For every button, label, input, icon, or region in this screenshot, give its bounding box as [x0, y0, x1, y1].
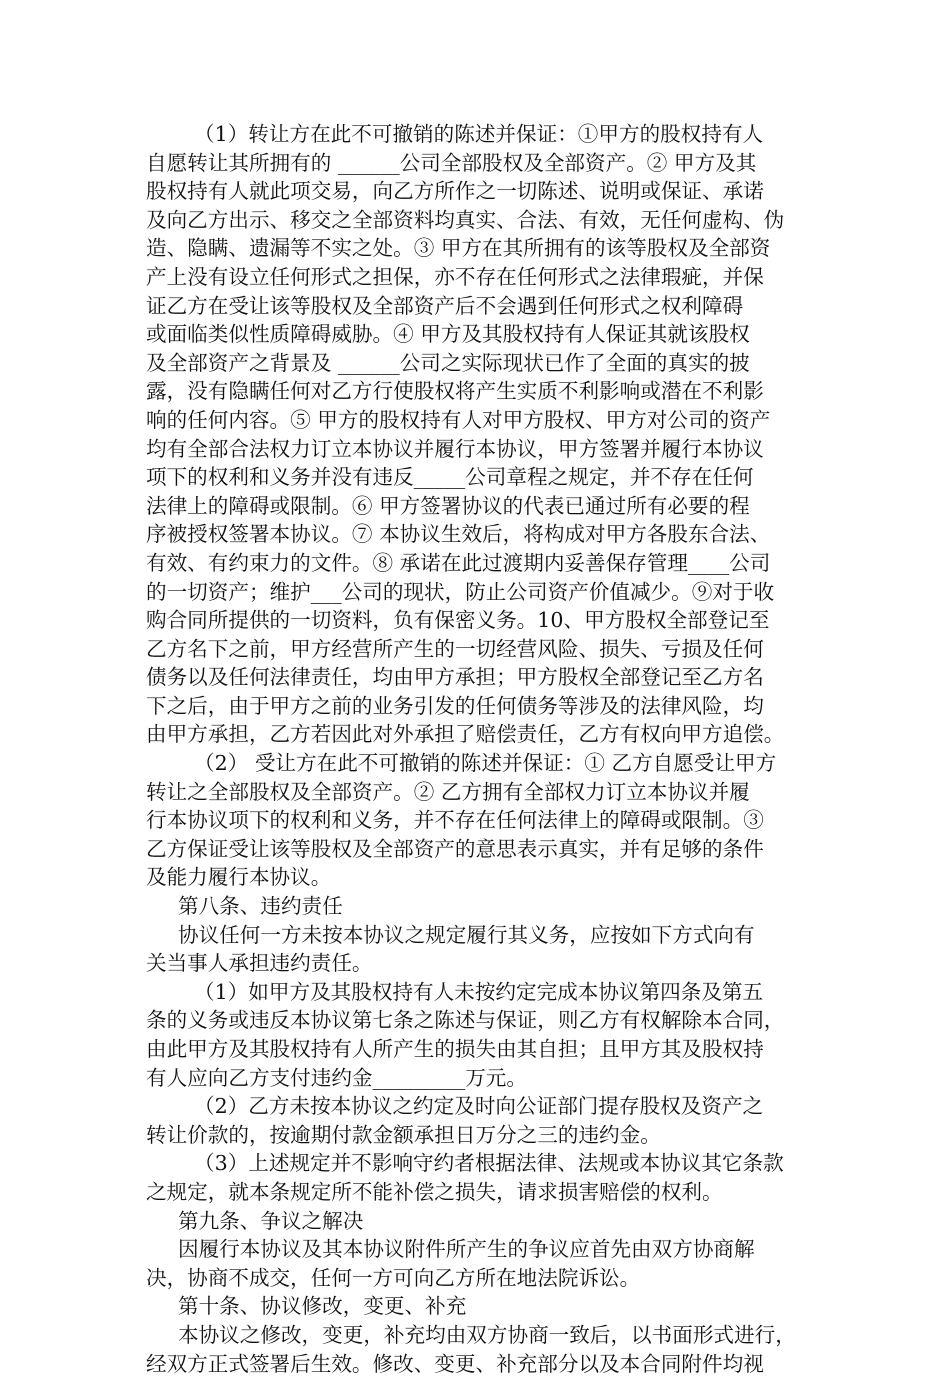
text-line: 响的任何内容。⑤ 甲方的股权持有人对甲方股权、甲方对公司的资产: [146, 407, 771, 432]
text-line: 乙方保证受让该等股权及全部资产的意思表示真实，并有足够的条件: [146, 836, 764, 861]
document-body: [146, 120, 818, 1378]
text-line: 序被授权签署本协议。⑦ 本协议生效后，将构成对甲方各股东合法、: [146, 522, 771, 547]
text-line: 造、隐瞒、遗漏等不实之处。③ 甲方在其所拥有的该等股权及全部资: [146, 236, 771, 261]
text-line: 经双方正式签署后生效。修改、变更、补充部分以及本合同附件均视: [146, 1351, 764, 1376]
text-line: 条的义务或违反本协议第七条之陈述与保证，则乙方有权解除本合同，: [146, 1008, 785, 1033]
text-line: 股权持有人就此项交易，向乙方所作之一切陈述、说明或保证、承诺: [146, 179, 764, 204]
text-line: 购合同所提供的一切资料，负有保密义务。10、甲方股权全部登记至: [146, 608, 770, 633]
text-line: 关当事人承担违约责任。: [146, 951, 373, 976]
text-line: （1）如甲方及其股权持有人未按约定完成本协议第四条及第五: [194, 979, 764, 1004]
text-line: 有人应向乙方支付违约金_________万元。: [146, 1065, 527, 1090]
text-line: 转让之全部股权及全部资产。② 乙方拥有全部权力订立本协议并履: [146, 779, 750, 804]
text-line: 第十条、协议修改，变更、补充: [178, 1294, 467, 1319]
text-line: 乙方名下之前，甲方经营所产生的一切经营风险、损失、亏损及任何: [146, 636, 764, 661]
text-line: 行本协议项下的权利和义务，并不存在任何法律上的障碍或限制。③: [146, 808, 764, 833]
text-line: （2）乙方未按本协议之约定及时向公证部门提存股权及资产之: [194, 1094, 764, 1119]
text-line: 证乙方在受让该等股权及全部资产后不会遇到任何形式之权利障碍: [146, 293, 744, 318]
text-line: 产上没有设立任何形式之担保，亦不存在任何形式之法律瑕疵，并保: [146, 264, 764, 289]
text-line: 债务以及任何法律责任，均由甲方承担；甲方股权全部登记至乙方名: [146, 665, 764, 690]
text-line: （2） 受让方在此不可撤销的陈述并保证：① 乙方自愿受让甲方: [194, 751, 777, 776]
text-line: 均有全部合法权力订立本协议并履行本协议，甲方签署并履行本协议: [146, 436, 764, 461]
text-line: 下之后，由于甲方之前的业务引发的任何债务等涉及的法律风险，均: [146, 693, 764, 718]
text-line: 及能力履行本协议。: [146, 865, 332, 890]
text-line: 转让价款的，按逾期付款金额承担日万分之三的违约金。: [146, 1122, 661, 1147]
text-line: 决，协商不成交，任何一方可向乙方所在地法院诉讼。: [146, 1265, 641, 1290]
text-line: 由甲方承担，乙方若因此对外承担了赔偿责任，乙方有权向甲方追偿。: [146, 722, 785, 747]
text-line: （1）转让方在此不可撤销的陈述并保证：①甲方的股权持有人: [194, 122, 764, 146]
text-line: 及向乙方出示、移交之全部资料均真实、合法、有效，无任何虚构、伪: [146, 207, 785, 232]
text-line: 自愿转让其所拥有的 ______公司全部股权及全部资产。② 甲方及其: [146, 150, 757, 175]
text-line: 本协议之修改，变更，补充均由双方协商一致后，以书面形式进行，: [178, 1322, 796, 1347]
text-line: （3）上述规定并不影响守约者根据法律、法规或本协议其它条款: [194, 1151, 784, 1176]
text-line: 法律上的障碍或限制。⑥ 甲方签署协议的代表已通过所有必要的程: [146, 493, 750, 518]
text-line: 第八条、违约责任: [178, 894, 343, 919]
text-line: 露，没有隐瞒任何对乙方行使股权将产生实质不利影响或潜在不利影: [146, 379, 764, 404]
text-line: 协议任何一方未按本协议之规定履行其义务，应按如下方式向有: [178, 922, 755, 947]
text-line: 及全部资产之背景及 ______公司之实际现状已作了全面的真实的披: [146, 350, 750, 375]
text-line: 由此甲方及其股权持有人所产生的损失由其自担；且甲方其及股权持: [146, 1037, 764, 1061]
text-line: 项下的权利和义务并没有违反_____公司章程之规定，并不存在任何: [146, 465, 754, 490]
text-line: 之规定，就本条规定所不能补偿之损失，请求损害赔偿的权利。: [146, 1179, 723, 1204]
text-line: 因履行本协议及其本协议附件所产生的争议应首先由双方协商解: [178, 1237, 755, 1262]
text-line: 有效、有约束力的文件。⑧ 承诺在此过渡期内妥善保存管理____公司: [146, 550, 771, 575]
text-line: 的一切资产；维护___公司的现状，防止公司资产价值减少。⑨对于收: [146, 579, 775, 604]
text-line: 第九条、争议之解决: [178, 1208, 364, 1233]
text-line: 或面临类似性质障碍威胁。④ 甲方及其股权持有人保证其就该股权: [146, 322, 750, 347]
